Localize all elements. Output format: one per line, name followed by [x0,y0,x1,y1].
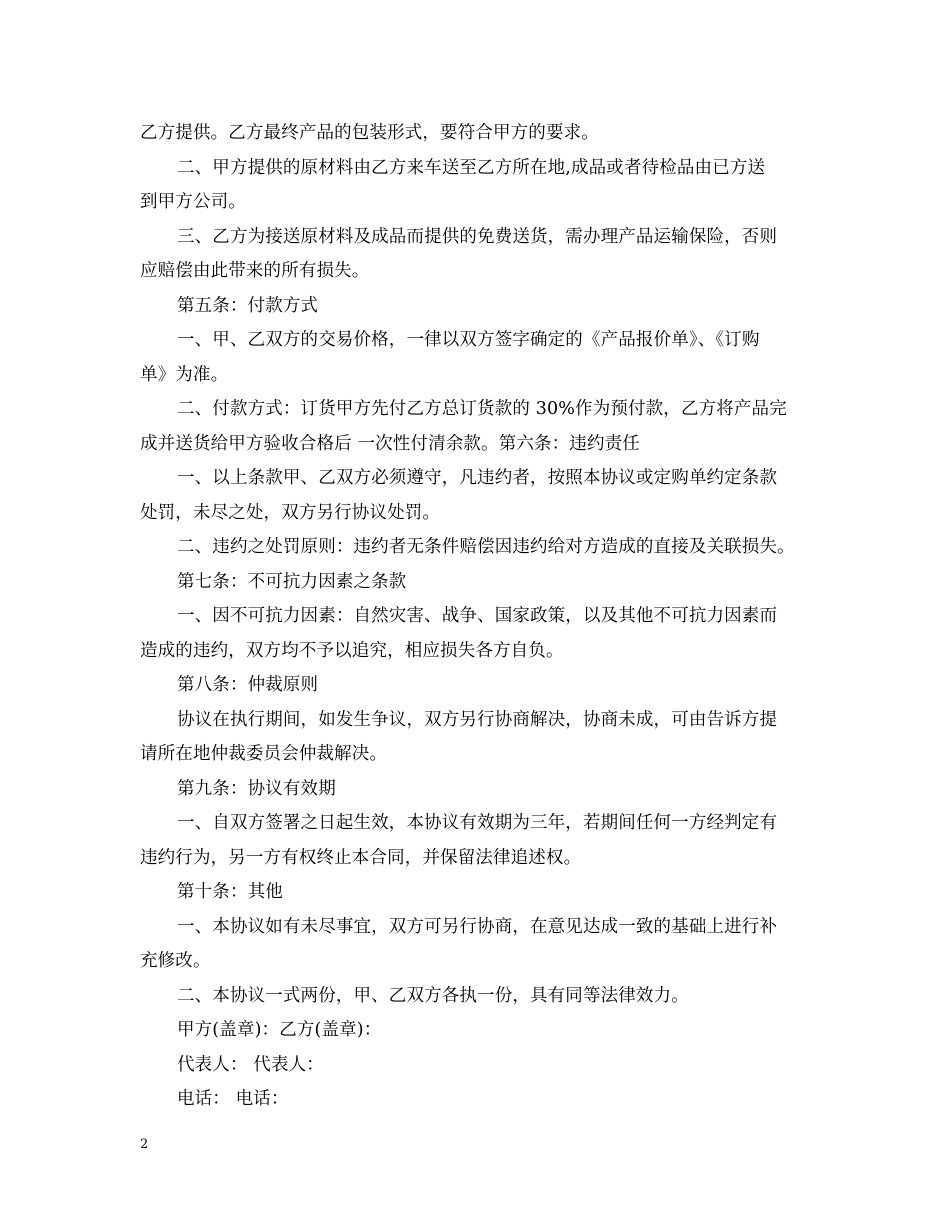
text-line: 成并送货给甲方验收合格后 一次性付清余款。第六条：违约责任 [140,433,640,454]
text-line: 处罚，未尽之处，双方另行协议处罚。 [140,502,441,523]
text-line: 到甲方公司。 [140,192,246,212]
document-body [140,116,830,1117]
signature-line-representative: 代表人： 代表人： [177,1054,324,1075]
signature-line-seal: 甲方(盖章)：乙方(盖章)： [177,1020,382,1040]
text-line: 单》为准。 [140,364,229,385]
section-heading: 第七条：不可抗力因素之条款 [177,571,407,592]
text-line: 一、本协议如有未尽事宜，双方可另行协商，在意见达成一致的基础上进行补 [177,916,778,937]
text-line: 一、甲、乙双方的交易价格，一律以双方签字确定的《产品报价单》、《订购 [177,330,760,350]
section-heading: 第十条：其他 [177,882,283,902]
page-number: 2 [140,1137,149,1152]
section-heading: 第八条：仲裁原则 [177,675,319,695]
text-line: 造成的违约，双方均不予以追究，相应损失各方自负。 [140,640,564,661]
text-line: 二、甲方提供的原材料由乙方来车送至乙方所在地,成品或者待检品由已方送 [177,157,766,178]
section-heading: 第五条：付款方式 [177,295,319,316]
text-line: 请所在地仲裁委员会仲裁解决。 [140,744,388,764]
signature-line-phone: 电话： 电话： [177,1089,289,1109]
text-line: 应赔偿由此带来的所有损失。 [140,261,370,281]
text-line: 一、自双方签署之日起生效，本协议有效期为三年，若期间任何一方经判定有 [177,813,778,833]
text-line: 二、付款方式：订货甲方先付乙方总订货款的 30%作为预付款，乙方将产品完 [177,399,787,419]
text-line: 二、违约之处罚原则：违约者无条件赔偿因违约给对方造成的直接及关联损失。 [177,537,795,557]
text-line: 乙方提供。乙方最终产品的包装形式，要符合甲方的要求。 [140,123,599,143]
section-heading: 第九条：协议有效期 [177,778,336,799]
text-line: 违约行为，另一方有权终止本合同，并保留法律追述权。 [140,847,582,868]
text-line: 一、因不可抗力因素：自然灾害、战争、国家政策，以及其他不可抗力因素而 [177,606,778,626]
text-line: 三、乙方为接送原材料及成品而提供的免费送货，需办理产品运输保险，否则 [177,226,778,247]
text-line: 二、本协议一式两份，甲、乙双方各执一份，具有同等法律效力。 [177,985,689,1006]
text-line: 充修改。 [140,951,211,971]
text-line: 一、以上条款甲、乙双方必须遵守，凡违约者，按照本协议或定购单约定条款 [177,468,778,488]
text-line: 协议在执行期间，如发生争议，双方另行协商解决，协商未成，可由告诉方提 [177,709,778,730]
